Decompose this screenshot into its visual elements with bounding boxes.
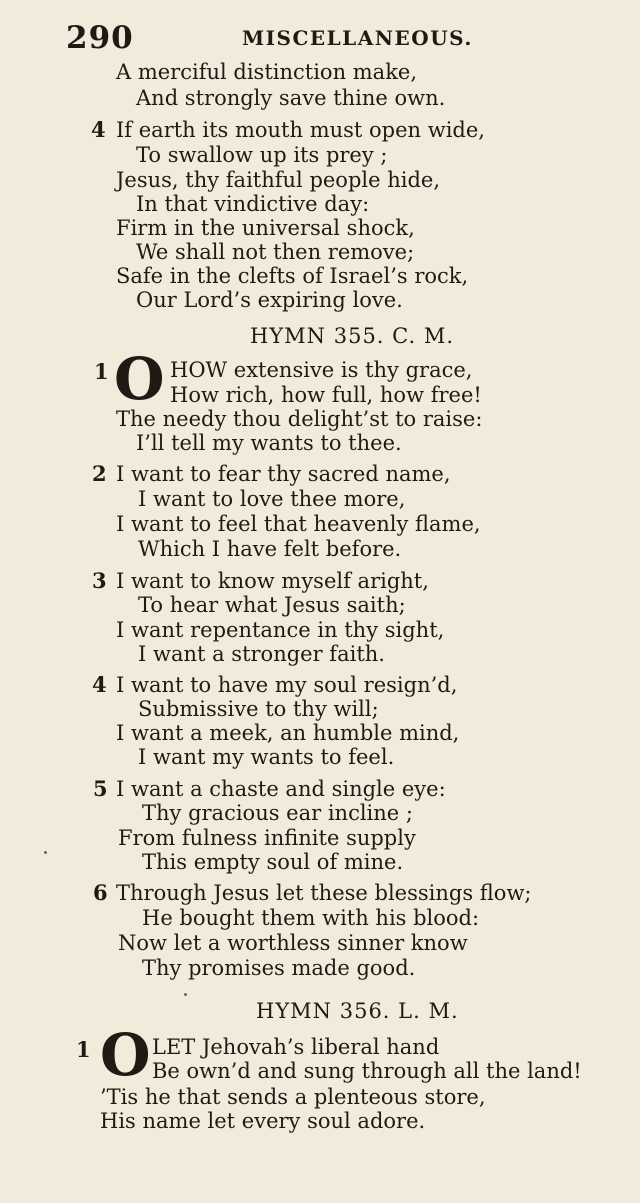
verse-line: Safe in the clefts of Israel’s rock, [116,264,469,288]
stanza-number: 4 [92,672,107,697]
verse-line: I want to fear thy sacred name, [116,462,451,486]
stanza-number: 1 [76,1037,91,1062]
page-number: 290 [66,20,134,56]
print-speck [44,851,47,854]
verse-line: Thy promises made good. [142,956,416,980]
stanza-number: 1 [94,359,109,384]
verse-line: Submissive to thy will; [138,697,379,721]
verse-line: I want to know myself aright, [116,569,429,593]
running-title: MISCELLANEOUS. [242,26,473,50]
verse-line: From fulness infinite supply [118,826,416,850]
verse-line: I want a meek, an humble mind, [116,721,460,745]
print-speck [184,993,187,996]
verse-line: HOW extensive is thy grace, [170,358,473,382]
verse-line: A merciful distinction make, [116,60,418,84]
verse-line: Be own’d and sung through all the land! [152,1059,582,1083]
verse-line: Our Lord’s expiring love. [136,288,403,312]
verse-line: To hear what Jesus saith; [138,593,406,617]
verse-line: LET Jehovah’s liberal hand [152,1035,440,1059]
stanza-number: 6 [93,880,108,905]
verse-line: In that vindictive day: [136,192,370,216]
verse-line: I want to have my soul resign’d, [116,673,458,697]
verse-line: The needy thou delight’st to raise: [116,407,483,431]
stanza-number: 4 [91,117,106,142]
verse-line: This empty soul of mine. [142,850,404,874]
verse-line: I want repentance in thy sight, [116,618,445,642]
verse-line: I want a chaste and single eye: [116,777,446,801]
verse-line: Thy gracious ear incline ; [142,801,413,825]
verse-line: How rich, how full, how free! [170,383,482,407]
verse-line: He bought them with his blood: [142,906,480,930]
stanza-number: 2 [92,461,107,486]
verse-line: Now let a worthless sinner know [118,931,468,955]
verse-line: If earth its mouth must open wide, [116,118,485,142]
hymn-title: HYMN 355. C. M. [250,324,455,348]
verse-line: I want a stronger faith. [138,642,385,666]
verse-line: I want to love thee more, [138,487,406,511]
verse-line: His name let every soul adore. [100,1109,426,1133]
verse-line: I want my wants to feel. [138,745,395,769]
verse-line: And strongly save thine own. [136,86,446,110]
drop-cap: O [114,345,165,413]
verse-line: To swallow up its prey ; [136,143,388,167]
stanza-number: 5 [93,776,108,801]
drop-cap: O [100,1021,151,1089]
verse-line: We shall not then remove; [136,240,415,264]
verse-line: Jesus, thy faithful people hide, [116,168,441,192]
verse-line: Through Jesus let these blessings flow; [116,881,532,905]
verse-line: I want to feel that heavenly flame, [116,512,481,536]
stanza-number: 3 [92,568,107,593]
verse-line: Which I have felt before. [138,537,402,561]
hymn-title: HYMN 356. L. M. [256,999,459,1023]
verse-line: ’Tis he that sends a plenteous store, [100,1085,486,1109]
verse-line: Firm in the universal shock, [116,216,415,240]
verse-line: I’ll tell my wants to thee. [136,431,402,455]
